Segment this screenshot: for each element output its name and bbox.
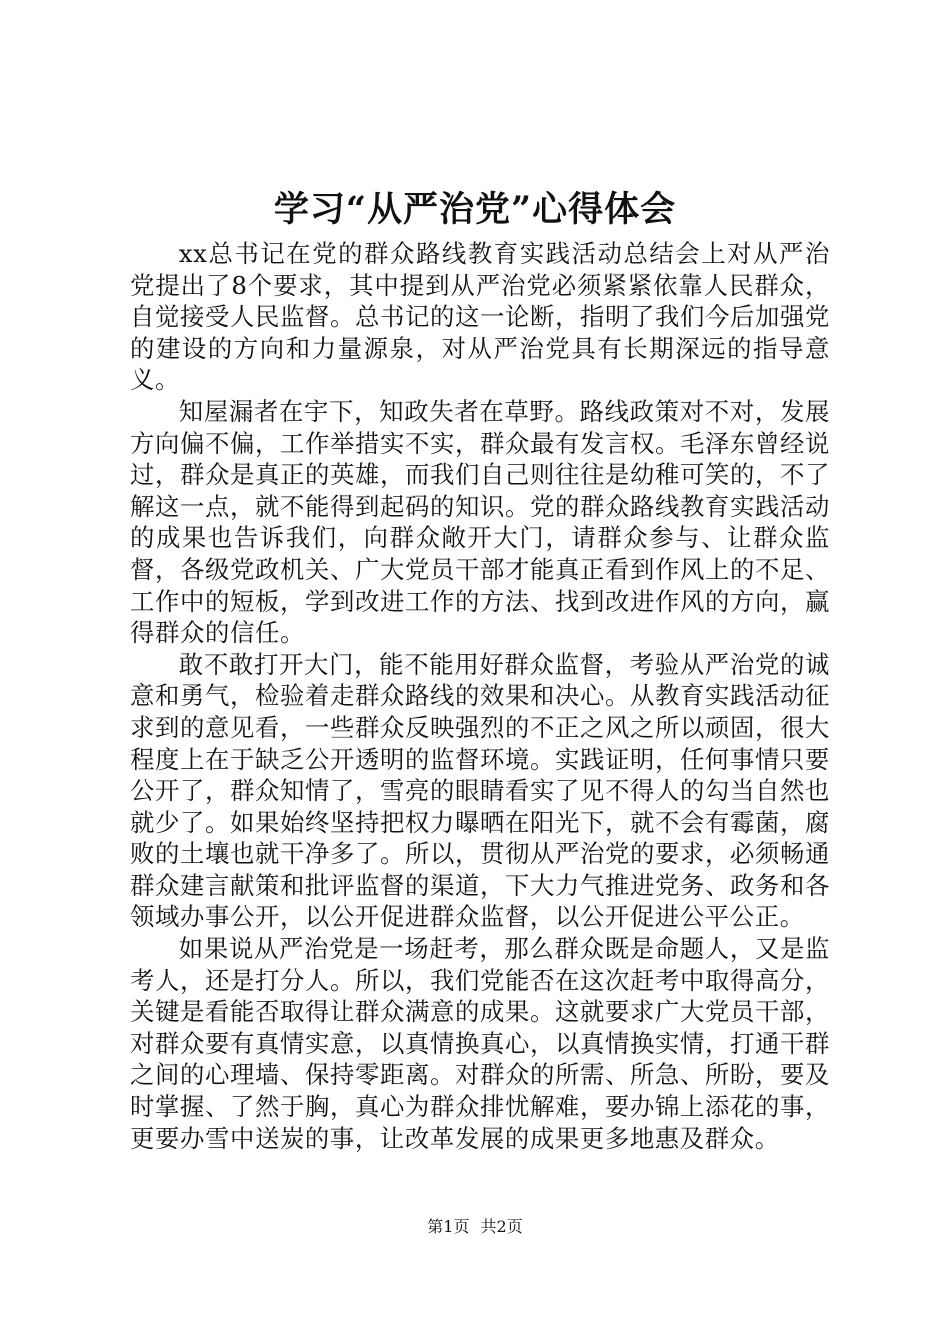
- document-title: 学习“从严治党”心得体会: [273, 189, 677, 230]
- page-number-total: 共2页: [480, 1217, 523, 1236]
- page-number-current: 第1页: [427, 1217, 470, 1236]
- paragraph: 敢不敢打开大门，能不能用好群众监督，考验从严治党的诚意和勇气，检验着走群众路线的效果和决心。从教育实践活动征求到的意见看，一些群众反映强烈的不正之风之所以顽固，很大程度上在于缺乏公开透明的监督环境。实践证明，任何事情只要公开了，群众知情了，雪亮的眼睛看实了见不得人的勾当自然也就少了。如果始终坚持把权力曝晒在阳光下，就不会有霉菌，腐败的土壤也就干净多了。所以，贯彻从严治党的要求，必须畅通群众建言献策和批评监督的渠道，下大力气推进党务、政务和各领域办事公开，以公开促进群众监督，以公开促进公平公正。: [130, 649, 830, 932]
- paragraph: 知屋漏者在宇下，知政失者在草野。路线政策对不对，发展方向偏不偏，工作举措实不实，群众最有发言权。毛泽东曾经说过，群众是真正的英雄，而我们自己则往往是幼稚可笑的，不了解这一点，就不能得到起码的知识。党的群众路线教育实践活动的成果也告诉我们，向群众敞开大门，请群众参与、让群众监督，各级党政机关、广大党员干部才能真正看到作风上的不足、工作中的短板，学到改进工作的方法、找到改进作风的方向，赢得群众的信任。: [130, 396, 830, 648]
- paragraph: xx总书记在党的群众路线教育实践活动总结会上对从严治党提出了8个要求，其中提到从严治党必须紧紧依靠人民群众，自觉接受人民监督。总书记的这一论断，指明了我们今后加强党的建设的方向和力量源泉，对从严治党具有长期深远的指导意义。: [130, 239, 830, 395]
- document-body: [130, 238, 830, 1154]
- page-footer: [0, 1216, 950, 1238]
- paragraph: 如果说从严治党是一场赶考，那么群众既是命题人，又是监考人，还是打分人。所以，我们党能否在这次赶考中取得高分，关键是看能否取得让群众满意的成果。这就要求广大党员干部，对群众要有真情实意，以真情换真心，以真情换实情，打通干群之间的心理墙、保持零距离。对群众的所需、所急、所盼，要及时掌握、了然于胸，真心为群众排忧解难，要办锦上添花的事，更要办雪中送炭的事，让改革发展的成果更多地惠及群众。: [130, 934, 830, 1153]
